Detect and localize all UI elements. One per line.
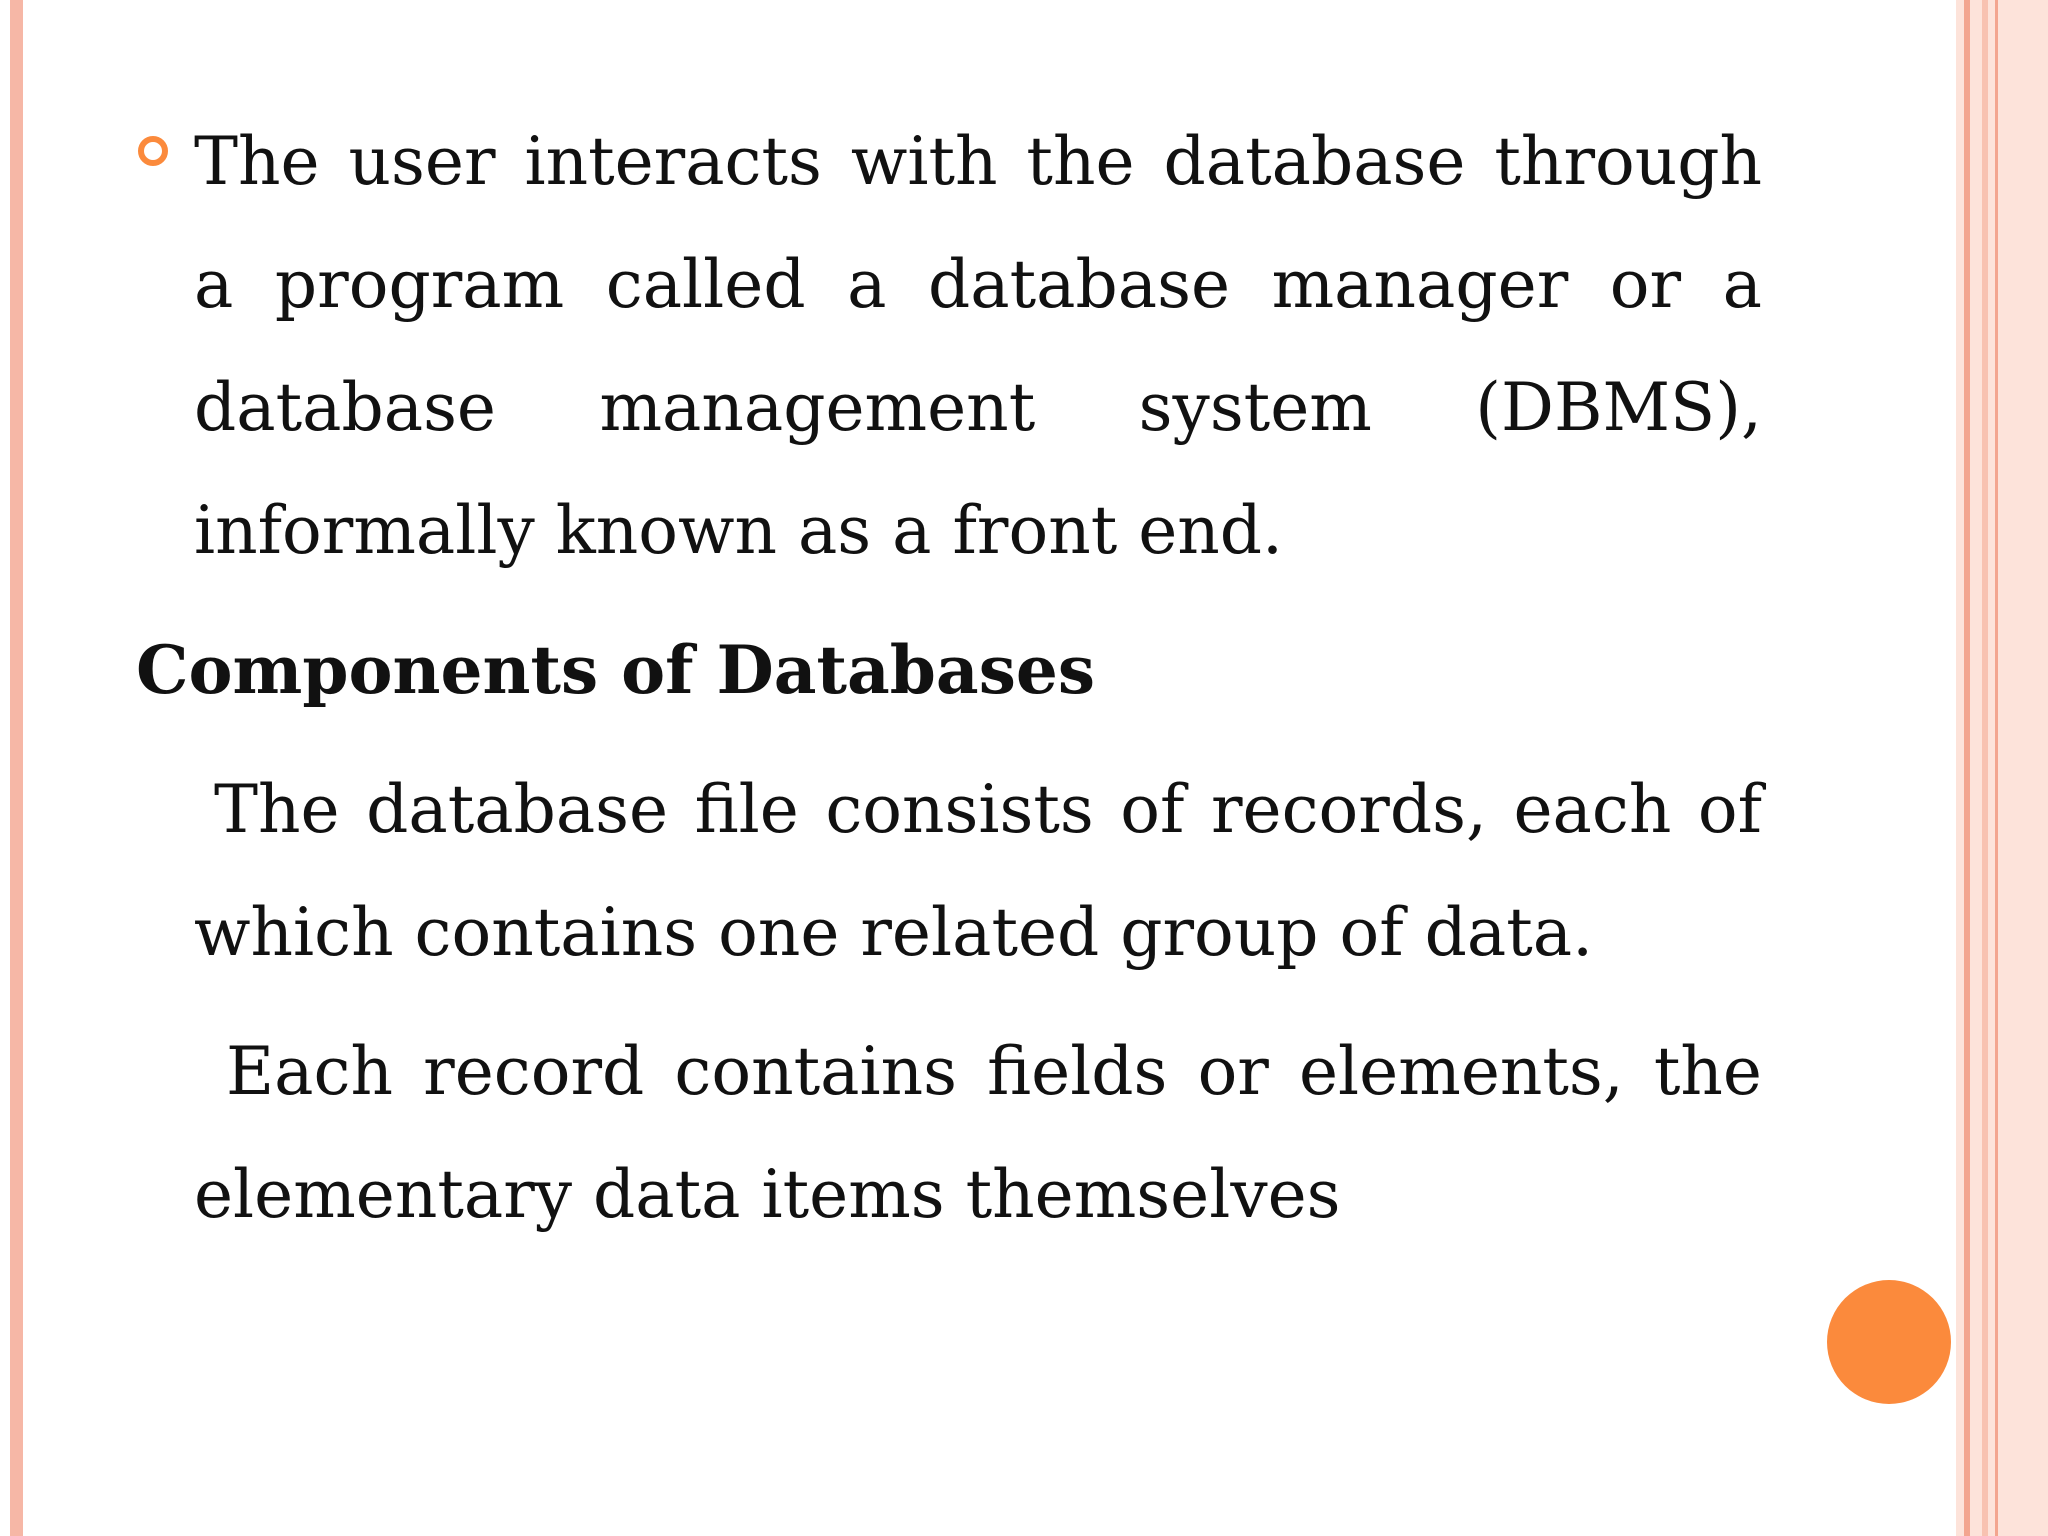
paragraph-database-file: [194, 748, 1762, 994]
hollow-circle-bullet-icon: [138, 136, 168, 166]
section-heading: Components of Databases: [136, 631, 1095, 709]
paragraph-dbms-intro: The user interacts with the database through a program called a database manager or a database management system (DBMS), informally known as a front end.: [194, 123, 1762, 569]
paragraph-record-fields-text: Each record contains fields or elements, the elementary data items themselves: [194, 1033, 1762, 1233]
paragraph-record-fields: [194, 1010, 1762, 1256]
paragraph-database-file-text: The database file consists of records, each of which contains one related group of data.: [194, 771, 1762, 971]
